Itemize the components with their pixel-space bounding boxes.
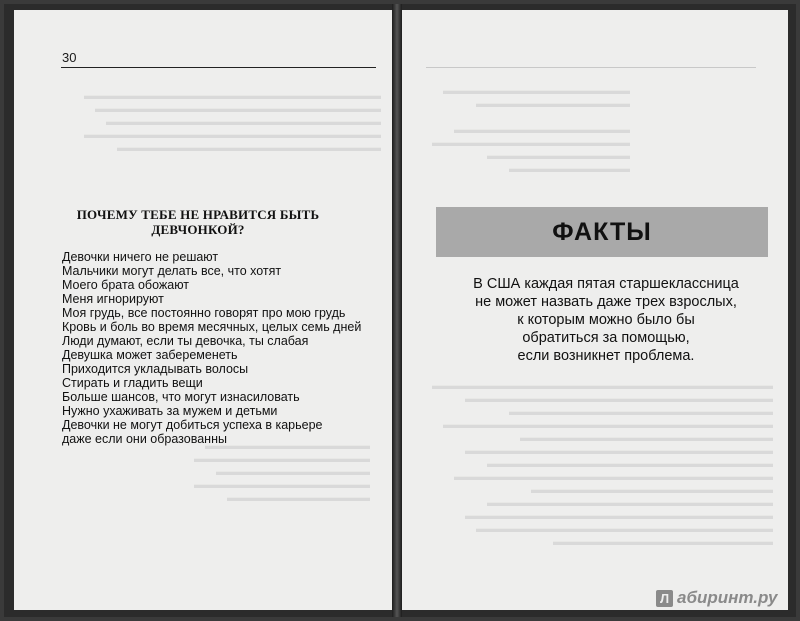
facts-line: обратиться за помощью,	[522, 330, 690, 346]
left-page	[14, 10, 392, 610]
poem-line: Девочки не могут добиться успеха в карьере	[62, 418, 323, 432]
poem-line: Нужно ухаживать за мужем и детьми	[62, 404, 278, 418]
book-gutter	[392, 4, 402, 617]
right-page	[402, 10, 788, 610]
bleed-through-text: ▬▬▬▬▬▬▬▬▬▬▬▬▬▬▬▬▬ ▬▬▬▬▬▬▬▬▬▬▬▬▬▬ ▬▬▬▬▬▬▬▬▬▬▬▬▬▬▬▬ ▬▬▬▬▬▬▬▬▬▬▬▬▬▬▬▬▬▬ ▬▬▬▬▬▬▬▬▬▬▬▬▬ ▬▬▬▬▬▬▬▬▬▬▬	[432, 85, 630, 175]
poem-line: Приходится укладывать волосы	[62, 362, 249, 376]
facts-line: к которым можно было бы	[517, 312, 695, 328]
open-book	[4, 4, 796, 617]
facts-line: В США каждая пятая старшеклассница	[473, 276, 739, 292]
bleed-through-text: ▬▬▬▬▬▬▬▬▬▬▬▬▬▬▬▬▬▬▬▬▬▬▬▬▬▬▬▬▬▬▬ ▬▬▬▬▬▬▬▬▬▬▬▬▬▬▬▬▬▬▬▬▬▬▬▬▬▬▬▬ ▬▬▬▬▬▬▬▬▬▬▬▬▬▬▬▬▬▬▬▬▬▬▬▬ ▬▬▬▬▬▬▬▬▬▬▬▬▬▬▬▬▬▬▬▬▬▬▬▬▬▬▬▬▬▬ ▬▬▬▬▬▬▬▬▬▬▬▬▬▬▬▬▬▬▬▬▬▬▬ ▬▬▬▬▬▬▬▬▬▬▬▬▬▬▬▬▬▬▬▬▬▬▬▬▬▬▬▬ ▬▬▬▬▬▬▬▬▬▬▬▬▬▬▬▬▬▬▬▬▬▬▬▬▬▬ ▬▬▬▬▬▬▬▬▬▬▬▬▬▬▬▬▬▬▬▬▬▬▬▬▬▬▬▬▬ ▬▬▬▬▬▬▬▬▬▬▬▬▬▬▬▬▬▬▬▬▬▬ ▬▬▬▬▬▬▬▬▬▬▬▬▬▬▬▬▬▬▬▬▬▬▬▬▬▬ ▬▬▬▬▬▬▬▬▬▬▬▬▬▬▬▬▬▬▬▬▬▬▬▬▬▬▬▬ ▬▬▬▬▬▬▬▬▬▬▬▬▬▬▬▬▬▬▬▬▬▬▬▬▬▬▬ ▬▬▬▬▬▬▬▬▬▬▬▬▬▬▬▬▬▬▬▬	[432, 380, 773, 548]
facts-banner	[436, 207, 768, 257]
poem-line: Кровь и боль во время месячных, целых семь дней	[62, 320, 362, 334]
facts-line: не может назвать даже трех взрослых,	[475, 294, 737, 310]
watermark-text: абиринт.ру	[677, 588, 778, 607]
facts-line: если возникнет проблема.	[517, 348, 695, 364]
poem-title: ПОЧЕМУ ТЕБЕ НЕ НРАВИТСЯ БЫТЬ ДЕВЧОНКОЙ?	[76, 207, 320, 237]
labirint-logo-icon: Л	[656, 590, 673, 607]
poem-line: Стирать и гладить вещи	[62, 376, 203, 390]
poem-line: Моего брата обожают	[62, 278, 190, 292]
poem	[62, 250, 361, 446]
header-rule	[426, 67, 756, 68]
poem-line: даже если они образованны	[62, 432, 227, 446]
poem-line: Девочки ничего не решают	[62, 250, 219, 264]
facts-body	[446, 275, 766, 365]
poem-line: Больше шансов, что могут изнасиловать	[62, 390, 300, 404]
poem-line: Моя грудь, все постоянно говорят про мою грудь	[62, 306, 346, 320]
poem-line: Меня игнорируют	[62, 292, 164, 306]
poem-line: Люди думают, если ты девочка, ты слабая	[62, 334, 309, 348]
facts-heading: ФАКТЫ	[552, 217, 652, 246]
poem-line: Мальчики могут делать все, что хотят	[62, 264, 282, 278]
header-rule	[61, 67, 376, 68]
page-number: 30	[62, 50, 77, 65]
watermark	[656, 588, 777, 608]
bleed-through-text: ▬▬▬▬▬▬▬▬▬▬▬▬▬▬▬▬▬▬▬▬▬▬▬▬▬▬▬ ▬▬▬▬▬▬▬▬▬▬▬▬▬▬▬▬▬▬▬▬▬▬▬▬▬▬ ▬▬▬▬▬▬▬▬▬▬▬▬▬▬▬▬▬▬▬▬▬▬▬▬▬ ▬▬▬▬▬▬▬▬▬▬▬▬▬▬▬▬▬▬▬▬▬▬▬▬▬▬▬ ▬▬▬▬▬▬▬▬▬▬▬▬▬▬▬▬▬▬▬▬▬▬▬▬	[84, 90, 381, 154]
poem-line: Девушка может забеременеть	[62, 348, 238, 362]
bleed-through-text: ▬▬▬▬▬▬▬▬▬▬▬▬▬▬▬ ▬▬▬▬▬▬▬▬▬▬▬▬▬▬▬▬ ▬▬▬▬▬▬▬▬▬▬▬▬▬▬ ▬▬▬▬▬▬▬▬▬▬▬▬▬▬▬▬ ▬▬▬▬▬▬▬▬▬▬▬▬▬	[194, 440, 370, 504]
